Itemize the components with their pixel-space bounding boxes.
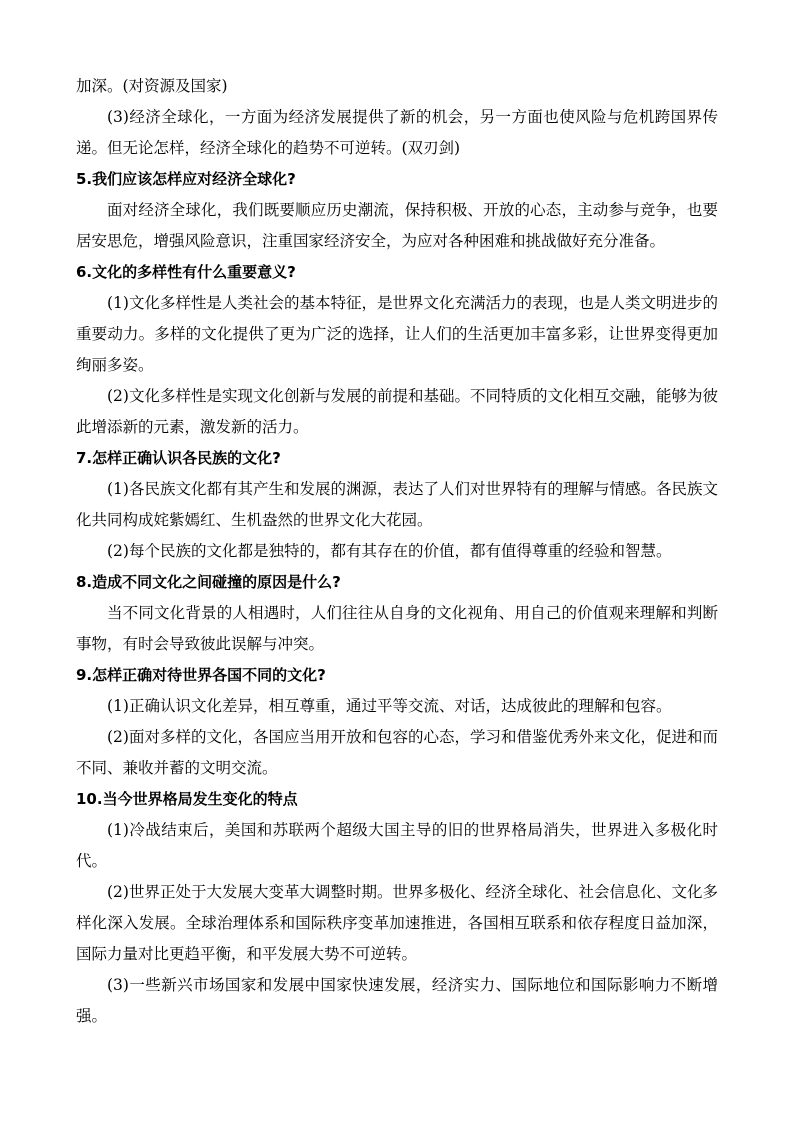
question-heading: 5.我们应该怎样应对经济全球化? bbox=[76, 170, 296, 188]
paragraph: (1)各民族文化都有其产生和发展的渊源，表达了人们对世界特有的理解与情感。各民族文化共同构成姹紫嫣红、生机盎然的世界文化大花园。 bbox=[76, 480, 718, 529]
paragraph: 当不同文化背景的人相遇时，人们往往从自身的文化视角、用自己的价值观来理解和判断事物，有时会导致彼此误解与冲突。 bbox=[76, 604, 718, 653]
paragraph: (2)文化多样性是实现文化创新与发展的前提和基础。不同特质的文化相互交融，能够为彼此增添新的元素，激发新的活力。 bbox=[76, 387, 718, 436]
question-heading: 10.当今世界格局发生变化的特点 bbox=[76, 790, 298, 808]
paragraph: (1)正确认识文化差异，相互尊重，通过平等交流、对话，达成彼此的理解和包容。 bbox=[107, 697, 672, 715]
paragraph: (2)面对多样的文化，各国应当用开放和包容的心态，学习和借鉴优秀外来文化，促进和而不同、兼收并蓄的文明交流。 bbox=[76, 728, 718, 777]
paragraph: (2)每个民族的文化都是独特的，都有其存在的价值，都有值得尊重的经验和智慧。 bbox=[107, 542, 672, 560]
question-heading: 8.造成不同文化之间碰撞的原因是什么? bbox=[76, 573, 341, 591]
paragraph: 加深。(对资源及国家) bbox=[76, 77, 228, 95]
paragraph: (2)世界正处于大发展大变革大调整时期。世界多极化、经济全球化、社会信息化、文化多样化深入发展。全球治理体系和国际秩序变革加速推进，各国相互联系和依存程度日益加深，国际力量对比更趋平衡，和平发展大势不可逆转。 bbox=[76, 883, 718, 963]
paragraph: (1)冷战结束后，美国和苏联两个超级大国主导的旧的世界格局消失，世界进入多极化时代。 bbox=[76, 821, 718, 870]
paragraph: 面对经济全球化，我们既要顺应历史潮流，保持积极、开放的心态，主动参与竞争，也要居安思危，增强风险意识，注重国家经济安全，为应对各种困难和挑战做好充分准备。 bbox=[76, 201, 718, 250]
document-body bbox=[76, 71, 718, 1032]
question-heading: 6.文化的多样性有什么重要意义? bbox=[76, 263, 296, 281]
paragraph: (3)经济全球化，一方面为经济发展提供了新的机会，另一方面也使风险与危机跨国界传递。但无论怎样，经济全球化的趋势不可逆转。(双刃剑) bbox=[76, 108, 718, 157]
question-heading: 9.怎样正确对待世界各国不同的文化? bbox=[76, 666, 326, 684]
paragraph: (3)一些新兴市场国家和发展中国家快速发展，经济实力、国际地位和国际影响力不断增强。 bbox=[76, 976, 718, 1025]
paragraph: (1)文化多样性是人类社会的基本特征，是世界文化充满活力的表现，也是人类文明进步的重要动力。多样的文化提供了更为广泛的选择，让人们的生活更加丰富多彩，让世界变得更加绚丽多姿。 bbox=[76, 294, 718, 374]
question-heading: 7.怎样正确认识各民族的文化? bbox=[76, 449, 281, 467]
